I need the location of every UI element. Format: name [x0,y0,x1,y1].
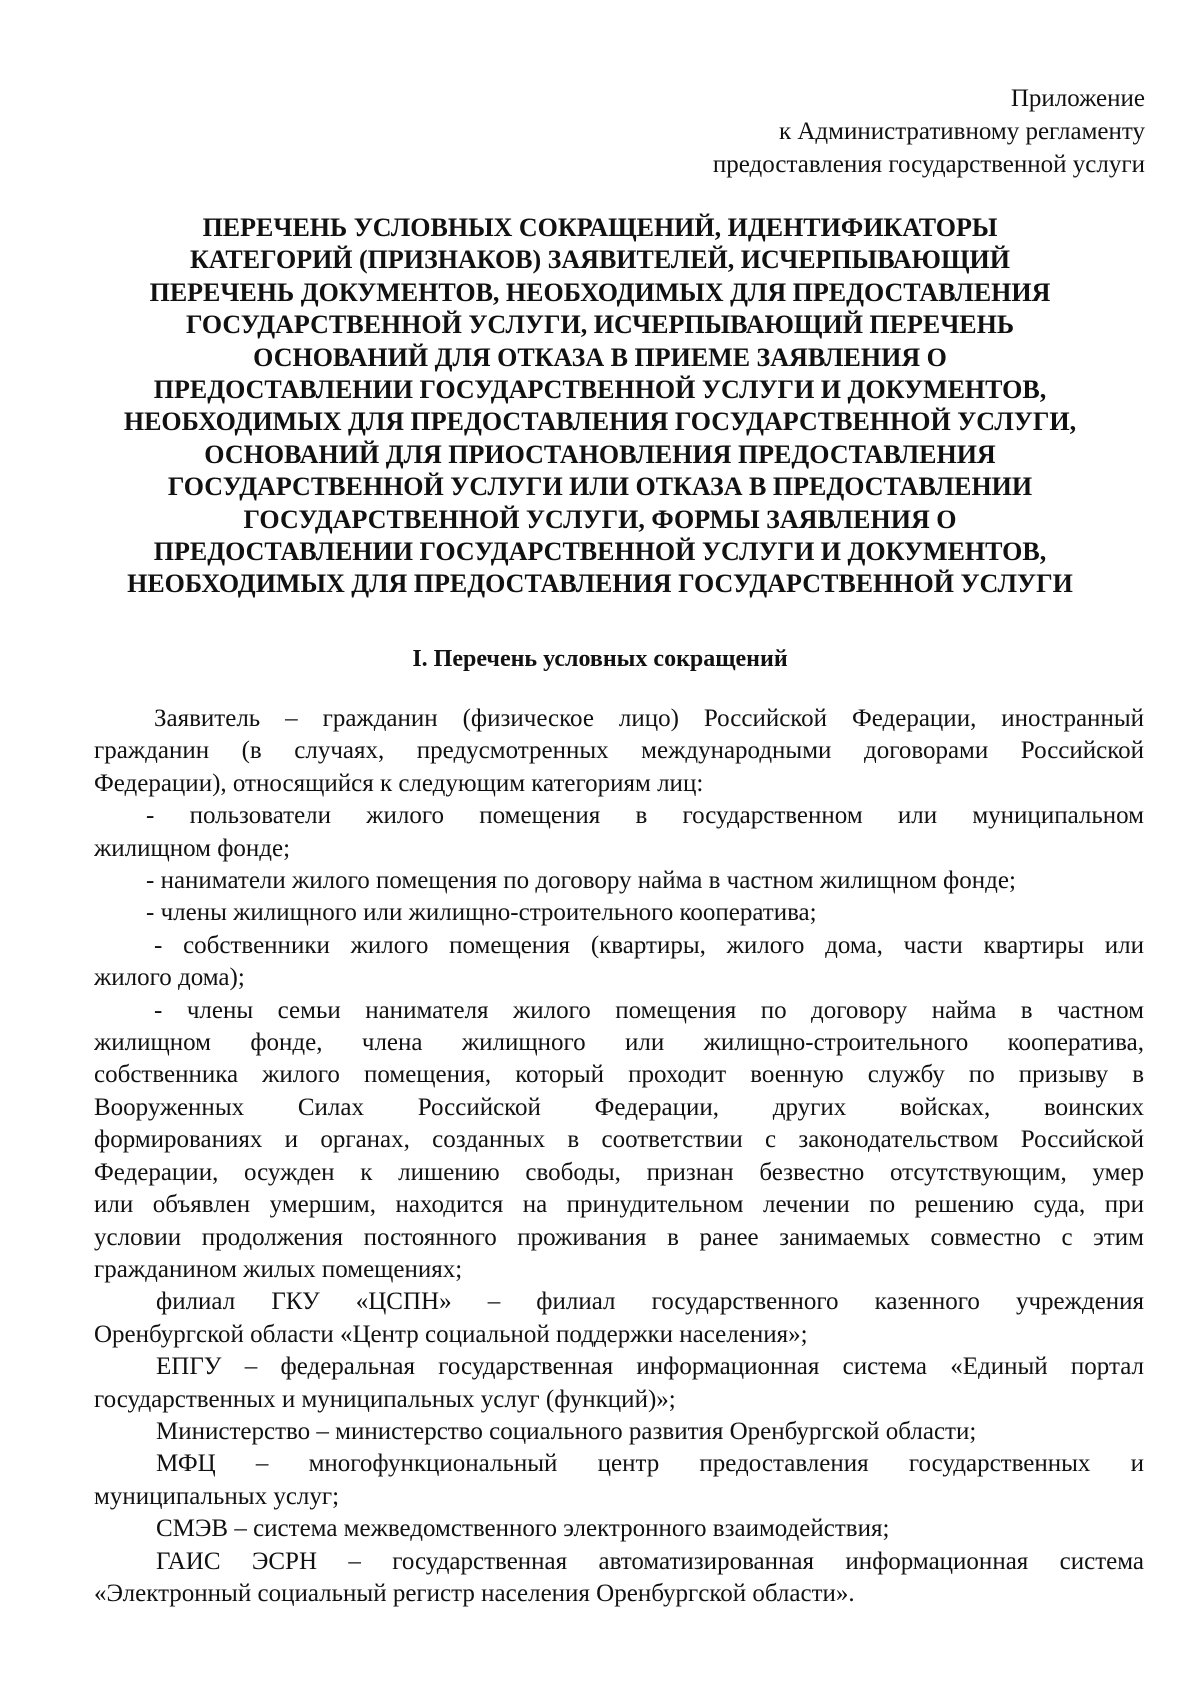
text-line: условии продолжения постоянного проживания в ранее занимаемых совместно с этим [94,1223,1144,1251]
text-line: - наниматели жилого помещения по договору найма в частном жилищном фонде; [146,867,1016,895]
text-line: собственника жилого помещения, который проходит военную службу по призыву в [94,1061,1144,1089]
title-line: ГОСУДАРСТВЕННОЙ УСЛУГИ ИЛИ ОТКАЗА В ПРЕДОСТАВЛЕНИИ [167,472,1033,502]
paragraph-ministry [94,1416,1144,1448]
title-line: КАТЕГОРИЙ (ПРИЗНАКОВ) ЗАЯВИТЕЛЕЙ, ИСЧЕРПЫВАЮЩИЙ [190,245,1010,275]
text-line: Заявитель – гражданин (физическое лицо) Российской Федерации, иностранный [154,705,1144,732]
text-line: Оренбургской области «Центр социальной поддержки населения»; [94,1320,808,1348]
list-item [94,930,1144,995]
title-line: НЕОБХОДИМЫХ ДЛЯ ПРЕДОСТАВЛЕНИЯ ГОСУДАРСТВЕННОЙ УСЛУГИ, [123,407,1077,437]
text-line: государственных и муниципальных услуг (функций)»; [94,1385,676,1413]
text-line: гражданином жилых помещениях; [94,1255,463,1283]
text-line: формированиях и органах, созданных в соответствии с законодательством Российской [94,1126,1144,1154]
text-line: или объявлен умершим, находится на принудительном лечении по решению суда, при [94,1191,1144,1219]
list-item [94,865,1144,897]
title-line: ГОСУДАРСТВЕННОЙ УСЛУГИ, ФОРМЫ ЗАЯВЛЕНИЯ О [243,504,957,534]
paragraph-smev [94,1513,1144,1545]
text-line: филиал ГКУ «ЦСПН» – филиал государственного казенного учреждения [156,1288,1144,1316]
paragraph-applicant [94,703,1144,800]
text-line: жилищном фонде; [94,834,291,862]
paragraph-gku [94,1286,1144,1351]
text-line: - члены семьи нанимателя жилого помещения по договору найма в частном [154,996,1144,1024]
title-line: ПРЕДОСТАВЛЕНИИ ГОСУДАРСТВЕННОЙ УСЛУГИ И ДОКУМЕНТОВ, [153,537,1047,567]
text-line: Министерство – министерство социального развития Оренбургской области; [156,1417,977,1445]
list-item [94,995,1144,1287]
paragraph-gais [94,1546,1144,1611]
text-line: Федерации, осужден к лишению свободы, признан безвестно отсутствующим, умер [94,1158,1144,1186]
section-heading: I. Перечень условных сокращений [412,646,788,672]
appendix-header [713,82,1145,181]
title-line: ОСНОВАНИЙ ДЛЯ ПРИОСТАНОВЛЕНИЯ ПРЕДОСТАВЛЕНИЯ [204,439,996,469]
text-line: - собственники жилого помещения (квартиры, жилого дома, части квартиры или [154,931,1144,959]
appendix-line: предоставления государственной услуги [712,151,1145,178]
text-line: муниципальных услуг; [94,1482,340,1510]
title-line: ПРЕДОСТАВЛЕНИИ ГОСУДАРСТВЕННОЙ УСЛУГИ И ДОКУМЕНТОВ, [153,375,1047,405]
text-line: жилищном фонде, члена жилищного или жилищно-строительного кооператива, [94,1029,1144,1057]
text-line: - члены жилищного или жилищно-строительного кооператива; [146,899,817,927]
paragraph-mfc [94,1448,1144,1513]
appendix-line: Приложение [1010,85,1145,112]
title-line: ОСНОВАНИЙ ДЛЯ ОТКАЗА В ПРИЕМЕ ЗАЯВЛЕНИЯ О [253,342,947,372]
text-line: ГАИС ЭСРН – государственная автоматизированная информационная система [156,1547,1144,1575]
list-item [94,800,1144,865]
text-line: Вооруженных Силах Российской Федерации, других войсках, воинских [94,1093,1144,1121]
text-line: жилого дома); [94,964,245,992]
title-line: ПЕРЕЧЕНЬ ДОКУМЕНТОВ, НЕОБХОДИМЫХ ДЛЯ ПРЕДОСТАВЛЕНИЯ [149,277,1051,307]
text-line: «Электронный социальный регистр населения Оренбургской области». [94,1579,855,1607]
list-item [94,897,1144,929]
text-line: СМЭВ – система межведомственного электронного взаимодействия; [156,1515,890,1543]
paragraph-epgu [94,1351,1144,1416]
title-line: НЕОБХОДИМЫХ ДЛЯ ПРЕДОСТАВЛЕНИЯ ГОСУДАРСТВЕННОЙ УСЛУГИ [127,569,1073,599]
appendix-line: к Административному регламенту [778,118,1145,145]
text-line: МФЦ – многофункциональный центр предоставления государственных и [156,1450,1144,1478]
text-line: гражданин (в случаях, предусмотренных международными договорами Российской [94,737,1144,765]
text-line: - пользователи жилого помещения в государственном или муниципальном [146,802,1144,830]
title-line: ГОСУДАРСТВЕННОЙ УСЛУГИ, ИСЧЕРПЫВАЮЩИЙ ПЕРЕЧЕНЬ [185,310,1015,340]
abbreviations-body [94,703,1144,1610]
title-line: ПЕРЕЧЕНЬ УСЛОВНЫХ СОКРАЩЕНИЙ, ИДЕНТИФИКАТОРЫ [202,213,998,242]
document-title [60,212,1140,601]
text-line: Федерации), относящийся к следующим категориям лиц: [94,769,704,797]
text-line: ЕПГУ – федеральная государственная информационная система «Единый портал [156,1353,1144,1381]
